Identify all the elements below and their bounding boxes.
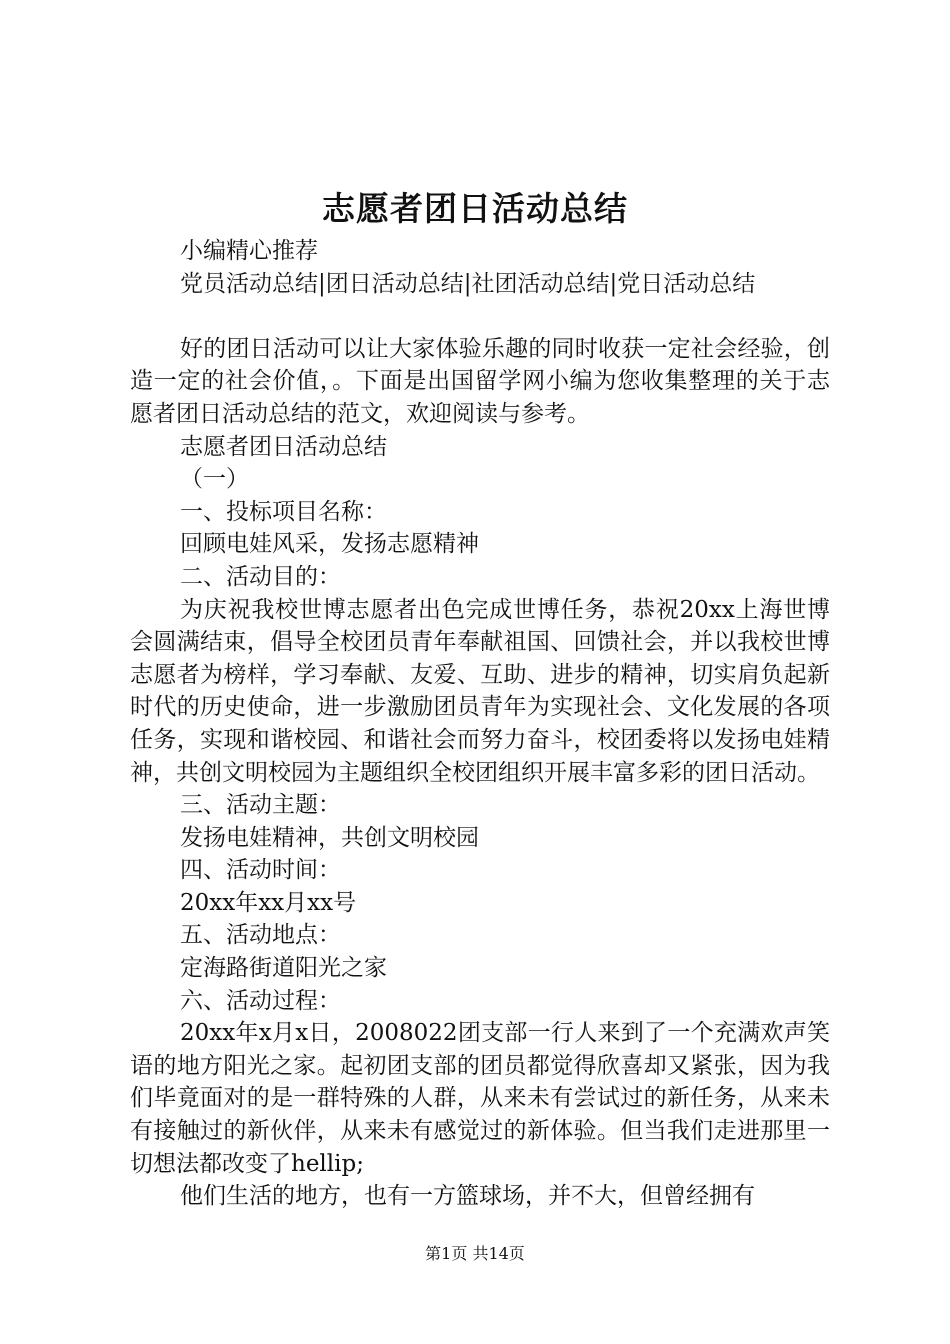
recommend-label: 小编精心推荐: [180, 238, 318, 264]
section-heading: 三、活动主题：: [180, 792, 341, 819]
section-body: 回顾电娃风采，发扬志愿精神: [180, 531, 479, 558]
part-number: （一）: [180, 466, 249, 493]
section-heading: 六、活动过程：: [180, 987, 341, 1014]
intro-paragraph: 好的团日活动可以让大家体验乐趣的同时收获一定社会经验，创造一定的社会价值，。下面是出国留学网小编为您收集整理的关于志愿者团日活动总结的范文，欢迎阅读与参考。: [130, 335, 830, 427]
section-heading: 五、活动地点：: [180, 922, 341, 949]
last-paragraph: 他们生活的地方，也有一方篮球场，并不大，但曾经拥有: [180, 1183, 755, 1210]
section-body: 20xx年xx月xx号: [180, 889, 357, 916]
page-footer: 第1页 共14页: [425, 1244, 525, 1263]
blank-line: [130, 300, 830, 333]
document-title: 志愿者团日活动总结: [322, 189, 628, 228]
section-heading: 一、投标项目名称：: [180, 498, 387, 525]
section-body: 发扬电娃精神，共创文明校园: [180, 824, 479, 851]
related-links[interactable]: 党员活动总结|团日活动总结|社团活动总结|党日活动总结: [180, 270, 756, 297]
section-body: 为庆祝我校世博志愿者出色完成世博任务，恭祝20xx上海世博会圆满结束，倡导全校团员青年奉献祖国、回馈社会，并以我校世博志愿者为榜样，学习奉献、友爱、互助、进步的精神，切实肩负起新时代的历史使命，进一步激励团员青年为实现社会、文化发展的各项任务，实现和谐校园、和谐社会而努力奋斗，校团委将以发扬电娃精神，共创文明校园为主题组织全校团组织开展丰富多彩的团日活动。: [130, 596, 830, 786]
document-body: [130, 235, 830, 1213]
subtitle: 志愿者团日活动总结: [180, 433, 387, 460]
section-body: 20xx年x月x日，2008022团支部一行人来到了一个充满欢声笑语的地方阳光之家。起初团支部的团员都觉得欣喜却又紧张，因为我们毕竟面对的是一群特殊的人群，从来未有尝试过的新任务，从来未有接触过的新伙伴，从来未有感觉过的新体验。但当我们走进那里一切想法都改变了hellip;: [130, 1020, 830, 1177]
section-heading: 四、活动时间：: [180, 857, 341, 884]
section-heading: 二、活动目的：: [180, 563, 341, 590]
section-body: 定海路街道阳光之家: [180, 955, 387, 982]
